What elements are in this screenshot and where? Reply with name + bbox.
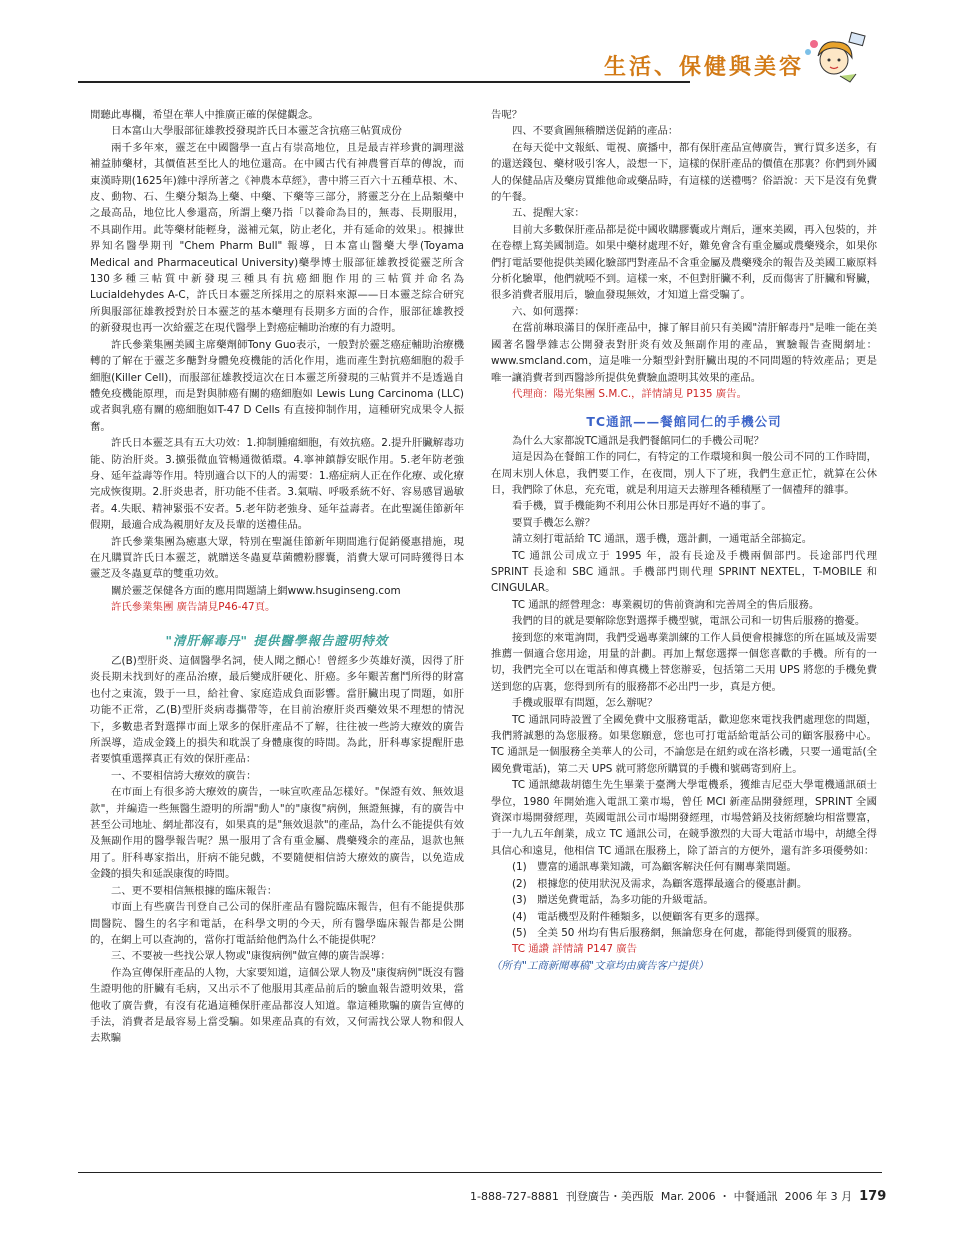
disclaimer-note: （所有"工商新聞專稿"文章均由廣告客户提供） xyxy=(491,959,709,972)
list-item: (3) 贈送免費電話，為多功能的升級電話。 xyxy=(512,894,714,907)
paragraph: 在當前琳琅滿目的保肝產品中，據了解目前只有美國"清肝解毒丹"是唯一能在美國著名醫學雜志公開發表對肝炎有效及無副作用的產品，實驗報告查閱網址：www.smcland.com，這是唯一分類型針對肝臟出現的不同問題的特效產品；更是唯一讓消費者到西醫診所提供免費驗血證明其效果的產品。 xyxy=(491,322,877,384)
paragraph: 許氏日本靈芝具有五大功效：1.抑制腫瘤細胞，有效抗癌。2.提升肝臟解毒功能、防治肝炎。3.擴張微血管暢通微循環。4.寧神鎮靜安眠作用。5.老年防老強身、延年益壽等作用。特別適合以下的人的需要：1.癌症病人正在作化療、或化療完成恢復期。2.肝炎患者，肝功能不佳者。3.氣喘、呼吸系統不好、容易感冒過敏者。4.失眠、精神緊張不安者。5.老年防老強身、延年益壽者。在此聖誕佳節新年假期，最適合成為親朋好友及長輩的送禮佳品。 xyxy=(90,437,464,532)
list-item: (2) 根據您的使用狀況及需求，為顧客選擇最適合的優惠計劃。 xyxy=(512,877,808,890)
footer-phone: 1-888-727-8881 xyxy=(470,1190,559,1203)
ad-reference: 代理商：陽光集團 S.M.C.，詳情請見 P135 廣告。 xyxy=(512,387,747,400)
section-header-title: 生活、保健與美容 xyxy=(603,55,804,80)
section-title-tc: TC通訊——餐館同仁的手機公司 xyxy=(586,414,782,430)
point-title: 二、更不要相信無根據的臨床報告： xyxy=(111,884,278,897)
footer-magazine: ・ 中餐通訊 xyxy=(719,1190,778,1203)
paragraph: 市面上有些廣告刊登自己公司的保肝產品有醫院臨床報告，但有不能提供那間醫院、醫生的名字和電話，在科學文明的今天，所有醫學臨床報告都是公開的，在網上可以查詢的，當你打電話給他們為什么不能提供呢？ xyxy=(90,901,464,946)
left-column xyxy=(90,107,464,1047)
paragraph: 我們的目的就是要解除您對選擇手機型號，電訊公司和一切售后服務的擔憂。 xyxy=(512,615,866,628)
continued-text: 告呢？ xyxy=(491,109,523,121)
point-title: 五、提醒大家： xyxy=(512,207,585,220)
paragraph: 接到您的來電詢問，我們受過專業訓練的工作人員便會根據您的所在區域及需要推薦一個適合您用途，用量的計劃。再加上幫您選擇一個您喜歡的手機。所有的一切，我們完全可以在電話和傳真機上替您辦妥，包括第二天用 UPS 將您的手機免費送到您的店裏，您得到所有的服務都不必出門一步，真是方便。 xyxy=(491,631,877,693)
paragraph: 兩千多年來，靈芝在中國醫學一直占有崇高地位，且是最吉祥珍貴的調理滋補益肺藥材，其價值甚至比人的地位還高。在中國古代有神農嘗百草的傳說，而東漢時期(1625年)雜中浮所著之《神農本草經》，書中將三百六十五種草根、木、皮、動物、石、生藥分類為上藥、中藥、下藥等三部分，將靈芝分在上品類藥中之最高品，地位比人參還高，所謂上藥乃指「以養命為目的，無毒、長期服用，不具副作用。此等藥材能輕身，滋補元氣，防止老化，并有延命的效果」。根據世界知名醫學期刊 "Chem Pharm Bull" 報導，日本富山醫藥大學(Toyama Medical and Pharmaceutical University)藥學博士服部征雄教授從靈芝所含130多種三帖質中新發現三種具有抗癌細胞作用的三帖質并命名為 Lucialdehydes A-C，許氏日本靈芝所採用之的原料來源——日本靈芝綜合研究所與服部征雄教授對於日本靈芝的基本藥理有長期多方面的合作，服部征雄教授的新發現也再一次給靈芝在現代醫學上對癌症輔助治療的有力證明。 xyxy=(90,141,464,335)
footer-date-cn: 2006 年 3 月 xyxy=(784,1190,853,1203)
section-header-cartoon xyxy=(800,26,870,90)
paragraph: 許氏參業集團美國主席藥劑師Tony Guo表示，一般對於靈芝癌症輔助治療機轉的了解在于靈芝多醣對身體免疫機能的活化作用，進而產生對抗癌細胞的殺手細胞(Killer Cell)，而服部征雄教授這次在日本靈芝所發現的三帖質并不是透過自體免疫機能原理，而是對與肺癌有關的癌細胞如 Lewis Lung Carcinoma (LLC)或者與乳癌有關的癌細胞如T-47 D Cells 有直接抑制作用，這種研究成果令人振奮。 xyxy=(90,338,464,433)
website-line: 關於靈芝保健各方面的應用問題請上網www.hsuginseng.com xyxy=(111,584,401,597)
paragraph: TC 通訊的經營理念：專業親切的售前資詢和完善周全的售后服務。 xyxy=(512,598,820,611)
paragraph: 在市面上有很多誇大療效的廣告，一味宣吹產品怎樣好。"保證有效、無效退款"，并編造一些無醫生證明的所謂"動人"的"康復"病例，無證無據，有的廣告中甚至公司地址、網址都沒有，如果真的是"無效退款"的產品，為什么不能提供有效及無副作用的醫學報告呢？黑一服用了含有重金屬、農藥殘余的產品，退款也無用了。肝科專家指出，肝病不能兒戲，不要隨便相信誇大療效的廣告，以免造成金錢的損失和延誤康復的時間。 xyxy=(90,786,464,881)
list-item: (4) 電話機型及附件種類多，以便顧客有更多的選擇。 xyxy=(512,910,766,923)
paragraph: 這是因為在餐館工作的同仁，有特定的工作環境和與一般公司不同的工作時間，在周末別人休息，我們要工作，在夜間，別人下了班，我們生意正忙，就算在公休日，我們除了休息，充充電，就是利用這天去辦理各種積壓了一個禮拜的雜事。 xyxy=(491,451,877,496)
point-title: 四、不要貪圖無稽贈送促銷的產品： xyxy=(512,125,679,138)
paragraph: TC 通訊總裁胡德生先生畢業于臺灣大學電機系，獲維吉尼亞大學電機通訊碩士學位，1980 年開始進入電訊工業市場，曾任 MCI 新產品開發經理，SPRINT 全國資深市場開發經理，英國電訊公司市場開發經理，市場營銷及技術經驗均相當豐富，于一九九五年創業，成立 TC 通訊公司，在競爭激烈的大哥大電話市場中，胡總全得具信心和遠見，他相信 TC 通訊在服務上，除了語言的方便外，還有許多項優勢如： xyxy=(491,779,877,857)
question-line: 為什么大家都說TC通訊是我們餐館同仁的手機公司呢？ xyxy=(512,434,764,447)
footer-publication: 刊登廣告・美西版 xyxy=(565,1190,654,1203)
paragraph: 請立刻打電話給 TC 通訊，選手機，選計劃，一通電話全部搞定。 xyxy=(512,533,813,546)
ad-reference: 許氏參業集團 廣告請見P46-47頁。 xyxy=(111,601,276,614)
question-line: 要買手機怎么辦？ xyxy=(512,516,596,529)
article-headline: 日本富山大學服部征雄教授發現許氏日本靈芝含抗癌三帖質成份 xyxy=(111,125,402,138)
paragraph: TC 通訊公司成立于 1995 年，設有長途及手機兩個部門。長途部門代理 SPRINT 長途和 SBC 通訊。手機部門則代理 SPRINT NEXTEL，T-MOBILE 和 CINGULAR。 xyxy=(491,549,877,595)
paragraph: TC 通訊同時設置了全國免費中文服務電話，歡迎您來電找我們處理您的問題，我們將誠懇的為您服務。如果您願意，您也可打電話給電話公司的顧客服務中心。TC 通訊是一個服務全美華人的公司，不論您是在紐約或在洛杉磯，只要一通電話(全國免費電話)，第二天 UPS 就可將您所購買的手機和號碼寄到府上。 xyxy=(491,713,877,775)
page-number: 179 xyxy=(859,1189,887,1204)
intro-line: 閒聽此專欄，希望在華人中推廣正確的保健觀念。 xyxy=(90,109,319,121)
ad-reference: TC 通讚 詳情請 P147 廣告 xyxy=(512,943,638,956)
page-footer xyxy=(470,1188,886,1204)
paragraph: 許氏參業集團為癒惠大眾，特別在聖誕佳節新年期間進行促銷優惠措施，現在凡購買許氏日本靈芝，就贈送冬蟲夏草菌體粉膠囊，消費大眾可同時獲得日本靈芝及冬蟲夏草的雙重功效。 xyxy=(90,535,464,581)
top-rule xyxy=(78,81,690,83)
paragraph: 在每天從中文報紙、電視、廣播中，都有保肝產品宣傳廣告，實行買多送多，有的還送錢包、藥材吸引客人，設想一下，這樣的保肝產品的價值在那裏？你們到外國人的保健品店及藥房買維他命或藥品時，有這樣的送禮嗎？俗語說：天下是沒有免費的午餐。 xyxy=(491,141,877,204)
paragraph: 目前大多數保肝產品都是從中國收購膠囊或片劑后，運來美國，再入包裝的，并在卷標上寫美國制造。如果中藥材處理不好，難免會含有重金屬或農藥殘余，如果你們打電話要他提供美國化驗部門對產品不含重金屬及農藥殘余的報告及美國工廠原料分析化驗單，他們就啞不到。這樣一來，不但對肝臟不利，反而傷害了肝臟和腎臟，很多消費者服用后，驗血發現無效，才知道上當受騙了。 xyxy=(491,223,877,302)
list-item: (5) 全美 50 州均有售后服務網，無論您身在何處，都能得到優質的服務。 xyxy=(512,926,859,939)
bottom-rule xyxy=(78,1172,882,1173)
question-line: 手機或服單有問題，怎么辦呢？ xyxy=(512,697,658,710)
paragraph: 看手機，買手機能夠不利用公休日那是再好不過的事了。 xyxy=(512,500,772,513)
paragraph: 作為宣傳保肝產品的人物，大家要知道，這個公眾人物及"康復病例"既沒有醫生證明他的肝臟有毛病，又出示不了他服用其產品前后的驗血報告證明效果，當他收了廣告費，有沒有花過這種保肝產品都沒人知道。靠這種欺騙的廣告宣傳的手法，消費者是最容易上當受騙。如果產品真的有效，又何需找公眾人物和假人去欺騙 xyxy=(90,966,464,1045)
paragraph: 乙(B)型肝炎、這個醫學名詞，使人聞之顫心！曾經多少英雄好漢，因得了肝炎長期未找到好的產品治療，最后變成肝硬化、肝癌。多年艱苦奮鬥所得的財富也付之東流，毀于一旦，給社會、家庭造成負面影響。當肝臟出現了問題，如肝功能不正常，乙(B)型肝炎病毒攜帶等，在目前治療肝炎西藥效果不理想的情況下，多數患者對選擇市面上眾多的保肝產品不了解，往往被一些誇大療效的廣告所誤導，造成金錢上的損失和耽誤了身體康復的時間。為此，肝科專家提醒肝患者要慎重選擇真正有效的保肝產品： xyxy=(90,655,464,766)
point-title: 一、不要相信誇大療效的廣告： xyxy=(111,769,257,782)
footer-date-en: Mar. 2006 xyxy=(660,1190,716,1203)
section-title-liver: "清肝解毒丹" 提供醫學報告證明特效 xyxy=(165,632,389,648)
right-column xyxy=(491,107,877,974)
point-title: 三、不要被一些找公眾人物或"康復病例"做宣傳的廣告誤導： xyxy=(111,950,391,963)
list-item: (1) 豐富的通訊專業知識，可為顧客解決任何有關專業問題。 xyxy=(512,861,797,874)
point-title: 六、如何選擇： xyxy=(512,305,585,318)
